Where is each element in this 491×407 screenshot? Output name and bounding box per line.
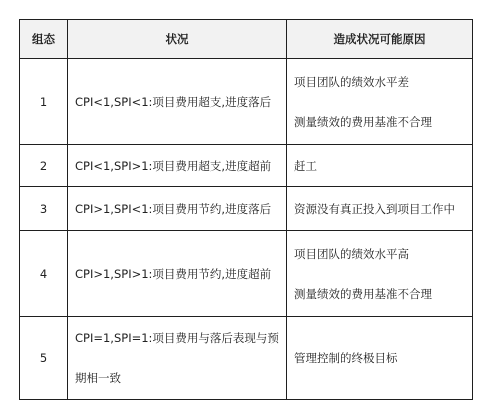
status-cell — [68, 317, 287, 400]
cause-text: 资源没有真正投入到项目工作中 — [294, 201, 455, 216]
table-row — [20, 231, 473, 317]
causes-cell — [287, 145, 473, 187]
status-table — [19, 19, 473, 400]
header-group: 组态 — [20, 20, 68, 59]
table-row — [20, 145, 473, 187]
table-row — [20, 59, 473, 145]
header-row — [20, 20, 473, 59]
causes-cell — [287, 187, 473, 231]
status-text-line: CPI=1,SPI=1:项目费用与落后表现与预 — [75, 331, 279, 345]
status-text-line: 期相一致 — [75, 371, 121, 385]
header-status: 状况 — [68, 20, 287, 59]
cause-text: 项目团队的绩效水平差 — [294, 74, 409, 89]
group-number: 5 — [20, 317, 68, 400]
cause-text: 测量绩效的费用基准不合理 — [294, 286, 432, 301]
cause-text: 管理控制的终极目标 — [294, 351, 398, 365]
causes-cell — [287, 59, 473, 145]
cause-text: 测量绩效的费用基准不合理 — [294, 114, 432, 129]
header-causes: 造成状况可能原因 — [287, 20, 473, 59]
table-row — [20, 317, 473, 400]
status-cell: CPI<1,SPI<1:项目费用超支,进度落后 — [68, 59, 287, 145]
status-cell: CPI<1,SPI>1:项目费用超支,进度超前 — [68, 145, 287, 187]
cause-text: 项目团队的绩效水平高 — [294, 246, 409, 261]
status-cell: CPI>1,SPI>1:项目费用节约,进度超前 — [68, 231, 287, 317]
group-number: 1 — [20, 59, 68, 145]
group-number: 3 — [20, 187, 68, 231]
status-cell: CPI>1,SPI<1:项目费用节约,进度落后 — [68, 187, 287, 231]
group-number: 4 — [20, 231, 68, 317]
cause-text: 赶工 — [294, 158, 317, 173]
group-number: 2 — [20, 145, 68, 187]
causes-cell — [287, 317, 473, 400]
table-row — [20, 187, 473, 231]
causes-cell — [287, 231, 473, 317]
